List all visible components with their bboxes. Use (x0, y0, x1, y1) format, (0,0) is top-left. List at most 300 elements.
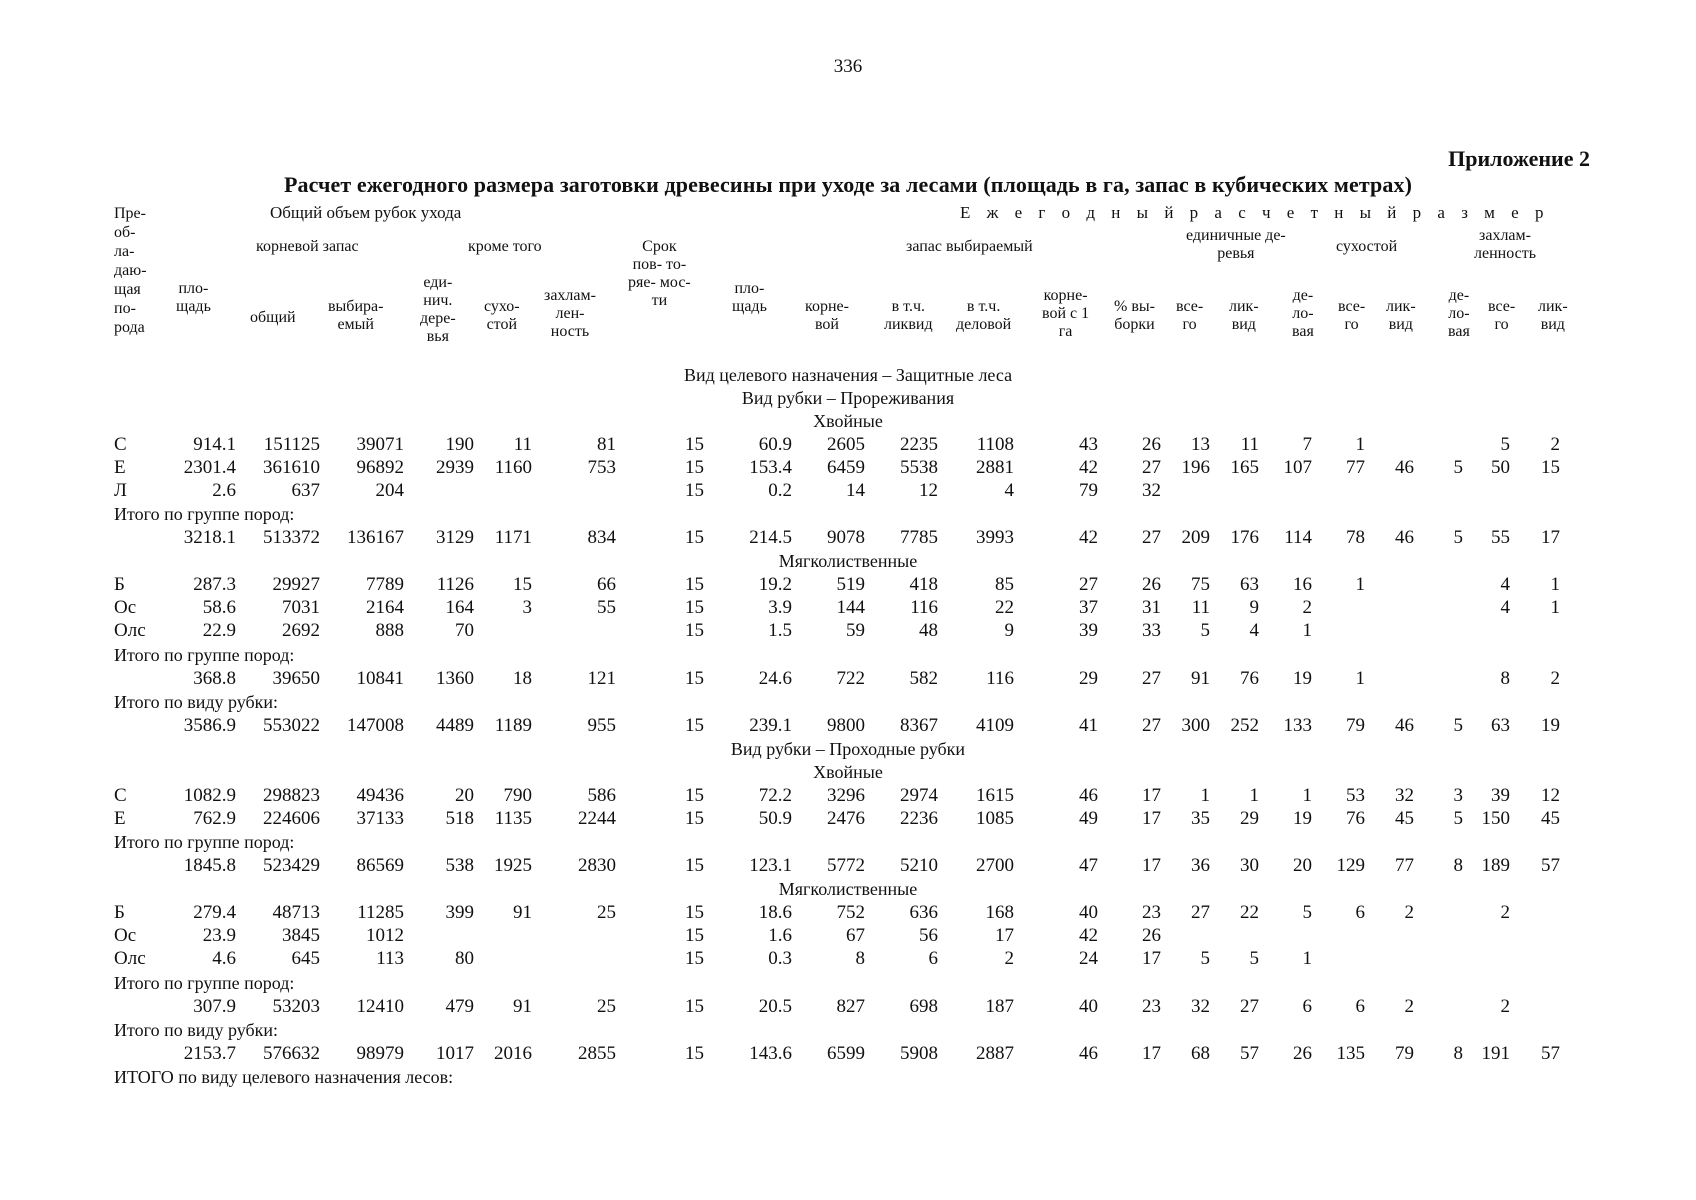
table-cell: 5 (1200, 948, 1210, 969)
table-cell: 55 (1491, 527, 1510, 548)
table-cell: 1 (1302, 948, 1312, 969)
table-cell: 7785 (900, 527, 938, 548)
table-cell: 1 (1550, 574, 1560, 595)
table-cell: 37 (1079, 597, 1098, 618)
table-cell: 11285 (357, 902, 404, 923)
table-row (0, 574, 1696, 598)
table-cell: 196 (1181, 457, 1210, 478)
table-cell: 2 (1004, 948, 1014, 969)
table-cell: 239.1 (749, 715, 792, 736)
table-cell: 1360 (436, 668, 474, 689)
table-cell: 123.1 (749, 855, 792, 876)
header-total-volume: Общий объем рубок ухода (270, 203, 462, 222)
header-besides: кроме того (468, 238, 542, 255)
table-cell: 151125 (263, 434, 320, 455)
table-cell: 107 (1283, 457, 1312, 478)
table-cell: 5 (1453, 808, 1463, 829)
table-cell: 1.6 (768, 925, 792, 946)
table-cell: 91 (513, 996, 532, 1017)
table-cell: 368.8 (193, 668, 236, 689)
row-breed: Е (114, 457, 126, 478)
table-cell: 361610 (263, 457, 320, 478)
table-cell: 2301.4 (183, 457, 236, 478)
table-cell: 46 (1395, 715, 1414, 736)
document-title: Расчет ежегодного размера заготовки древесины при уходе за лесами (площадь в га, запас в кубических метрах) (283, 172, 1412, 197)
table-cell: 70 (455, 620, 474, 641)
table-cell: 12 (1541, 785, 1560, 806)
table-cell: 30 (1240, 855, 1259, 876)
table-cell: 1126 (436, 574, 474, 595)
table-cell: 19.2 (758, 574, 792, 595)
table-cell: 47 (1079, 855, 1098, 876)
appendix-label: Приложение 2 (1448, 146, 1590, 171)
table-cell: 79 (1395, 1043, 1414, 1064)
table-cell: 2236 (900, 808, 938, 829)
table-cell: 20.5 (758, 996, 792, 1017)
table-cell: 165 (1230, 457, 1259, 478)
table-cell: 53 (1346, 785, 1365, 806)
table-cell: 113 (376, 948, 404, 969)
table-cell: 4 (1500, 574, 1510, 595)
row-breed: С (114, 434, 127, 455)
table-cell: 16 (1293, 574, 1312, 595)
table-cell: 287.3 (193, 574, 236, 595)
table-cell: 17 (1541, 527, 1560, 548)
header-clutter-all: все- го (1488, 298, 1516, 333)
section-coniferous-1: Хвойные (813, 411, 883, 431)
table-cell: 48 (919, 620, 938, 641)
header-single: еди- нич. дере- вья (420, 274, 456, 345)
table-cell: 4 (1249, 620, 1259, 641)
row-breed: Ос (114, 597, 137, 618)
table-cell: 45 (1541, 808, 1560, 829)
table-cell: 13 (1191, 434, 1210, 455)
table-cell: 43 (1079, 434, 1098, 455)
row-breed: Л (114, 480, 127, 501)
table-cell: 176 (1230, 527, 1259, 548)
table-cell: 25 (597, 902, 616, 923)
table-cell: 190 (445, 434, 474, 455)
table-cell: 67 (846, 925, 865, 946)
table-row (0, 457, 1696, 481)
table-cell: 72.2 (758, 785, 792, 806)
table-cell: 753 (587, 457, 616, 478)
table-cell: 15 (685, 808, 704, 829)
row-breed: Е (114, 808, 126, 829)
table-cell: 20 (1293, 855, 1312, 876)
table-cell: 35 (1191, 808, 1210, 829)
table-row (0, 434, 1696, 458)
table-cell: 5 (1500, 434, 1510, 455)
table-cell: 24.6 (758, 668, 792, 689)
table-cell: 133 (1283, 715, 1312, 736)
table-cell: 39650 (272, 668, 320, 689)
table-cell: 26 (1142, 925, 1161, 946)
table-cell: 2016 (494, 1043, 532, 1064)
table-cell: 45 (1395, 808, 1414, 829)
header-area-1: пло- щадь (176, 280, 211, 315)
table-cell: 6 (928, 948, 938, 969)
table-cell: 4 (1500, 597, 1510, 618)
table-cell: 32 (1142, 480, 1161, 501)
table-cell: 63 (1240, 574, 1259, 595)
table-cell: 1 (1355, 668, 1365, 689)
table-cell: 15 (685, 574, 704, 595)
table-cell: 31 (1142, 597, 1161, 618)
table-cell: 15 (685, 480, 704, 501)
table-cell: 27 (1079, 574, 1098, 595)
table-cell: 15 (685, 527, 704, 548)
table-cell: 135 (1336, 1043, 1365, 1064)
table-cell: 79 (1079, 480, 1098, 501)
table-cell: 14 (846, 480, 865, 501)
table-cell: 2692 (282, 620, 320, 641)
table-cell: 5772 (827, 855, 865, 876)
table-cell: 1160 (494, 457, 532, 478)
table-cell: 11 (513, 434, 532, 455)
table-cell: 17 (1142, 855, 1161, 876)
table-cell: 23.9 (202, 925, 236, 946)
table-cell: 11 (1240, 434, 1259, 455)
header-dead-business: де- ло- вая (1448, 287, 1470, 340)
table-cell: 2855 (578, 1043, 616, 1064)
table-cell: 576632 (263, 1043, 320, 1064)
table-cell: 553022 (263, 715, 320, 736)
table-row (0, 620, 1696, 644)
table-cell: 26 (1293, 1043, 1312, 1064)
table-cell: 15 (685, 855, 704, 876)
table-cell: 4489 (436, 715, 474, 736)
table-cell: 5538 (900, 457, 938, 478)
table-cell: 834 (587, 527, 616, 548)
table-cell: 2153.7 (183, 1043, 236, 1064)
group-total-label: Итого по группе пород: (114, 832, 295, 852)
table-cell: 12 (919, 480, 938, 501)
table-cell: 1 (1302, 785, 1312, 806)
table-row (0, 715, 1696, 739)
table-cell: 9 (1249, 597, 1259, 618)
table-row (0, 785, 1696, 809)
table-cell: 1 (1249, 785, 1259, 806)
table-cell: 42 (1079, 457, 1098, 478)
table-cell: 1017 (436, 1043, 474, 1064)
table-cell: 5 (1453, 715, 1463, 736)
table-cell: 33 (1142, 620, 1161, 641)
table-cell: 27 (1240, 996, 1259, 1017)
table-cell: 48713 (272, 902, 320, 923)
header-clutter-liquid: лик- вид (1538, 298, 1568, 333)
table-cell: 5908 (900, 1043, 938, 1064)
table-cell: 60.9 (758, 434, 792, 455)
table-cell: 42 (1079, 925, 1098, 946)
row-breed: Б (114, 574, 125, 595)
table-cell: 75 (1191, 574, 1210, 595)
table-cell: 91 (513, 902, 532, 923)
header-pct-selection: % вы- борки (1114, 298, 1155, 333)
table-cell: 637 (291, 480, 320, 501)
header-total-stock: общий (250, 309, 296, 326)
table-cell: 5 (1200, 620, 1210, 641)
table-cell: 1108 (976, 434, 1014, 455)
table-cell: 1845.8 (183, 855, 236, 876)
table-cell: 2974 (900, 785, 938, 806)
table-cell: 15 (685, 597, 704, 618)
table-cell: 57 (1240, 1043, 1259, 1064)
header-single-business: де- ло- вая (1292, 287, 1314, 340)
table-cell: 39 (1491, 785, 1510, 806)
table-cell: 15 (685, 715, 704, 736)
table-cell: 636 (909, 902, 938, 923)
table-cell: 1012 (366, 925, 404, 946)
table-cell: 96892 (356, 457, 404, 478)
cut-total-label: Итого по виду рубки: (114, 1020, 279, 1040)
table-cell: 2.6 (212, 480, 236, 501)
table-cell: 1 (1550, 597, 1560, 618)
table-cell: 76 (1240, 668, 1259, 689)
table-cell: 513372 (263, 527, 320, 548)
table-cell: 3845 (282, 925, 320, 946)
table-cell: 29 (1240, 808, 1259, 829)
table-cell: 888 (375, 620, 404, 641)
table-cell: 1171 (494, 527, 532, 548)
table-cell: 5 (1302, 902, 1312, 923)
table-cell: 129 (1336, 855, 1365, 876)
table-cell: 40 (1079, 902, 1098, 923)
table-cell: 26 (1142, 434, 1161, 455)
row-breed: Олс (114, 620, 146, 641)
table-cell: 586 (587, 785, 616, 806)
table-cell: 298823 (263, 785, 320, 806)
table-cell: 40 (1079, 996, 1098, 1017)
table-cell: 3 (1453, 785, 1463, 806)
table-cell: 23 (1142, 902, 1161, 923)
table-cell: 2 (1500, 902, 1510, 923)
table-cell: 17 (1142, 1043, 1161, 1064)
table-cell: 27 (1142, 668, 1161, 689)
table-cell: 23 (1142, 996, 1161, 1017)
table-cell: 20 (455, 785, 474, 806)
table-cell: 6 (1302, 996, 1312, 1017)
header-clutter-2: захлам- лен- ность (544, 287, 596, 340)
table-cell: 2244 (578, 808, 616, 829)
table-cell: 722 (836, 668, 865, 689)
group-total-label: Итого по группе пород: (114, 645, 295, 665)
header-area-2: пло- щадь (732, 280, 767, 315)
table-row (0, 668, 1696, 692)
table-cell: 6 (1355, 902, 1365, 923)
table-cell: 15 (1541, 457, 1560, 478)
table-cell: 27 (1142, 457, 1161, 478)
table-cell: 11 (1191, 597, 1210, 618)
table-cell: 19 (1293, 668, 1312, 689)
table-cell: 955 (587, 715, 616, 736)
table-cell: 168 (985, 902, 1014, 923)
header-single-all: все- го (1176, 298, 1204, 333)
table-cell: 53203 (272, 996, 320, 1017)
table-cell: 6599 (827, 1043, 865, 1064)
table-cell: 15 (685, 925, 704, 946)
section-purpose: Вид целевого назначения – Защитные леса (683, 365, 1013, 385)
table-row (0, 855, 1696, 879)
table-cell: 1.5 (768, 620, 792, 641)
table-cell: 3993 (976, 527, 1014, 548)
table-cell: 3.9 (768, 597, 792, 618)
header-root-stock: корневой запас (256, 238, 359, 255)
table-cell: 19 (1541, 715, 1560, 736)
table-cell: 116 (910, 597, 938, 618)
table-cell: 2235 (900, 434, 938, 455)
table-cell: 3586.9 (183, 715, 236, 736)
group-total-label: Итого по группе пород: (114, 973, 295, 993)
table-cell: 116 (986, 668, 1014, 689)
table-cell: 41 (1079, 715, 1098, 736)
header-dead-liquid: лик- вид (1386, 298, 1416, 333)
header-dry: сухо- стой (484, 298, 520, 333)
header-single-liquid: лик- вид (1229, 298, 1259, 333)
table-cell: 3296 (827, 785, 865, 806)
table-cell: 15 (513, 574, 532, 595)
header-root-per-ha: корне- вой с 1 га (1042, 287, 1090, 340)
table-cell: 114 (1284, 527, 1312, 548)
section-cut-thinning: Вид рубки – Прореживания (741, 388, 955, 408)
table-cell: 25 (597, 996, 616, 1017)
header-repeat-term: Срок пов- то- ряе- мос- ти (628, 238, 691, 309)
row-breed: Ос (114, 925, 137, 946)
table-cell: 18.6 (758, 902, 792, 923)
table-cell: 22.9 (202, 620, 236, 641)
table-cell: 80 (455, 948, 474, 969)
table-cell: 914.1 (193, 434, 236, 455)
table-cell: 7031 (282, 597, 320, 618)
table-cell: 645 (291, 948, 320, 969)
table-cell: 37133 (356, 808, 404, 829)
section-cut-passage: Вид рубки – Проходные рубки (730, 739, 966, 759)
table-cell: 191 (1481, 1043, 1510, 1064)
table-cell: 63 (1491, 715, 1510, 736)
table-cell: 4.6 (212, 948, 236, 969)
table-cell: 136167 (347, 527, 404, 548)
table-cell: 523429 (263, 855, 320, 876)
table-cell: 2830 (578, 855, 616, 876)
header-predominant-breed: Пре- об- ла- даю- щая по- рода (114, 205, 147, 336)
table-cell: 7789 (366, 574, 404, 595)
table-cell: 2700 (976, 855, 1014, 876)
table-cell: 57 (1541, 1043, 1560, 1064)
table-cell: 32 (1395, 785, 1414, 806)
table-cell: 58.6 (202, 597, 236, 618)
table-cell: 15 (685, 668, 704, 689)
table-row (0, 527, 1696, 551)
table-cell: 24 (1079, 948, 1098, 969)
table-cell: 3129 (436, 527, 474, 548)
table-cell: 29927 (272, 574, 320, 595)
table-row (0, 902, 1696, 926)
table-cell: 29 (1079, 668, 1098, 689)
table-cell: 49436 (356, 785, 404, 806)
table-cell: 518 (445, 808, 474, 829)
table-cell: 252 (1230, 715, 1259, 736)
table-cell: 8367 (900, 715, 938, 736)
table-cell: 18 (513, 668, 532, 689)
table-cell: 15 (685, 785, 704, 806)
section-coniferous-2: Хвойные (813, 762, 883, 782)
table-cell: 50.9 (758, 808, 792, 829)
table-cell: 519 (836, 574, 865, 595)
table-cell: 143.6 (749, 1043, 792, 1064)
table-cell: 19 (1293, 808, 1312, 829)
purpose-total-label: ИТОГО по виду целевого назначения лесов: (114, 1067, 454, 1087)
table-cell: 15 (685, 457, 704, 478)
table-cell: 164 (445, 597, 474, 618)
header-selected-stock: запас выбираемый (906, 238, 1033, 255)
table-cell: 56 (919, 925, 938, 946)
header-single-trees: единичные де- ревья (1186, 227, 1286, 262)
table-cell: 27 (1142, 715, 1161, 736)
table-cell: 5 (1453, 457, 1463, 478)
table-cell: 46 (1079, 1043, 1098, 1064)
table-cell: 3 (522, 597, 532, 618)
group-total-label: Итого по группе пород: (114, 504, 295, 524)
table-cell: 9800 (827, 715, 865, 736)
header-annual-size: Е ж е г о д н ы й р а с ч е т н ы й р а з м е р (960, 203, 1550, 222)
table-cell: 6 (1355, 996, 1365, 1017)
table-cell: 8 (1500, 668, 1510, 689)
table-cell: 1615 (976, 785, 1014, 806)
table-cell: 2164 (366, 597, 404, 618)
table-cell: 2881 (976, 457, 1014, 478)
table-cell: 9 (1004, 620, 1014, 641)
table-cell: 153.4 (749, 457, 792, 478)
table-row (0, 925, 1696, 949)
table-cell: 1135 (494, 808, 532, 829)
table-cell: 2 (1550, 668, 1560, 689)
table-cell: 78 (1346, 527, 1365, 548)
table-cell: 2 (1404, 902, 1414, 923)
table-cell: 27 (1142, 527, 1161, 548)
table-cell: 538 (445, 855, 474, 876)
table-cell: 22 (1240, 902, 1259, 923)
table-cell: 91 (1191, 668, 1210, 689)
table-cell: 762.9 (193, 808, 236, 829)
table-cell: 55 (597, 597, 616, 618)
table-cell: 147008 (347, 715, 404, 736)
table-cell: 8 (1453, 855, 1463, 876)
table-cell: 479 (445, 996, 474, 1017)
table-cell: 15 (685, 902, 704, 923)
header-selectable: выбира- емый (328, 298, 384, 333)
table-cell: 46 (1395, 457, 1414, 478)
table-cell: 46 (1395, 527, 1414, 548)
table-cell: 15 (685, 948, 704, 969)
header-business: в т.ч. деловой (956, 298, 1012, 333)
table-cell: 224606 (263, 808, 320, 829)
table-cell: 12410 (356, 996, 404, 1017)
table-cell: 5 (1453, 527, 1463, 548)
table-cell: 214.5 (749, 527, 792, 548)
table-cell: 150 (1481, 808, 1510, 829)
table-cell: 187 (985, 996, 1014, 1017)
table-cell: 50 (1491, 457, 1510, 478)
table-cell: 15 (685, 1043, 704, 1064)
table-cell: 32 (1191, 996, 1210, 1017)
table-cell: 1 (1355, 574, 1365, 595)
table-cell: 279.4 (193, 902, 236, 923)
table-cell: 49 (1079, 808, 1098, 829)
table-row (0, 948, 1696, 972)
table-cell: 5210 (900, 855, 938, 876)
row-breed: С (114, 785, 127, 806)
table-cell: 77 (1346, 457, 1365, 478)
